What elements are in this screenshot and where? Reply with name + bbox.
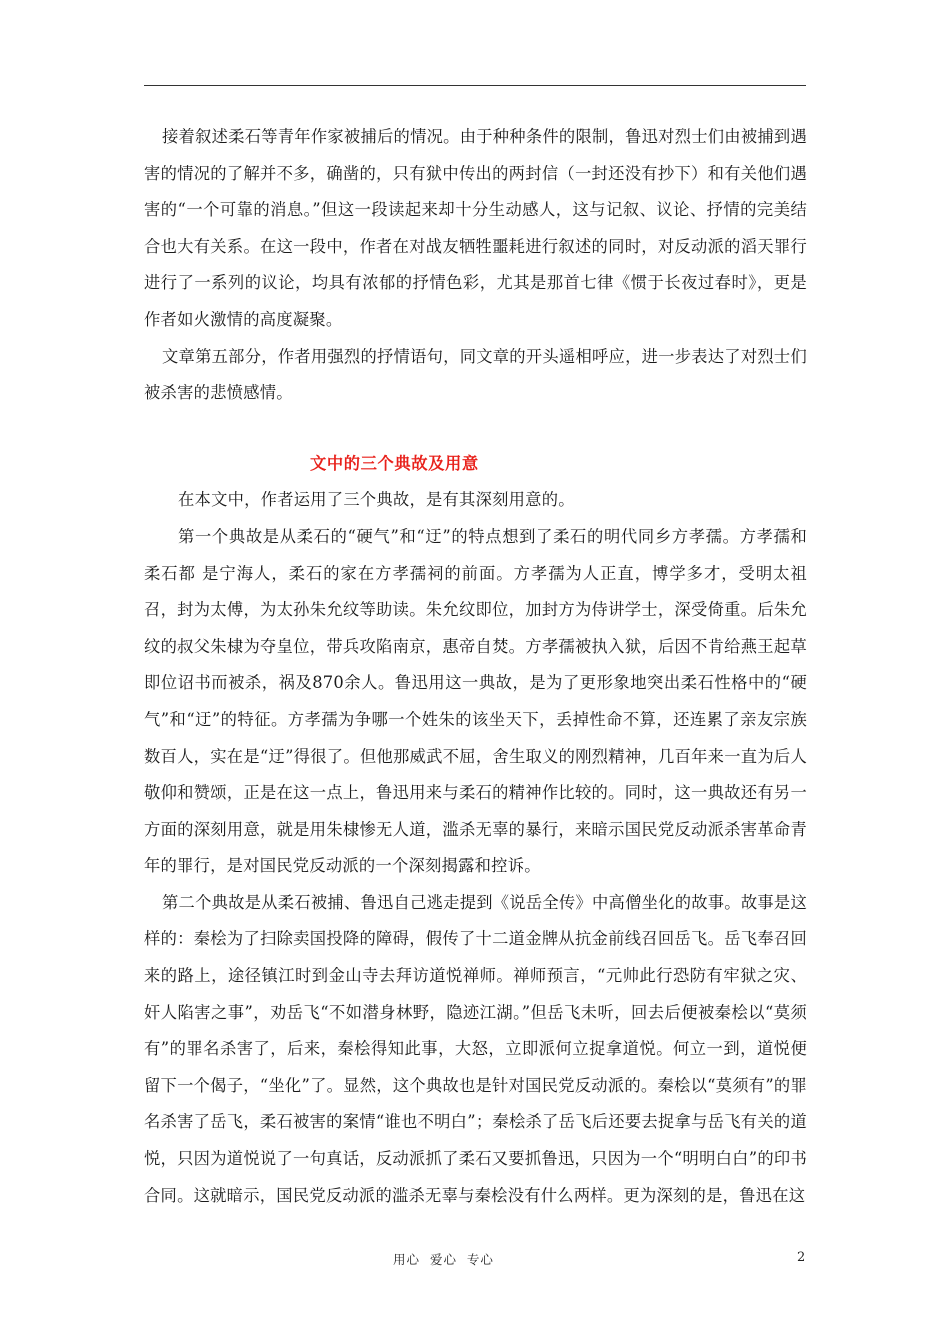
header-rule <box>144 85 806 86</box>
page-number: 2 <box>797 1250 806 1265</box>
paragraph: 第一个典故是从柔石的“硬气”和“迂”的特点想到了柔石的明代同乡方孝孺。方孝孺和柔石都 是宁海人，柔石的家在方孝孺祠的前面。方孝孺为人正直，博学多才，受明太祖召，封为太傅，为太孙朱允纹等助读。朱允纹即位，加封方为侍讲学士，深受倚重。后朱允纹的叔父朱棣为夺皇位，带兵攻陷南京，惠帝自焚。方孝孺被执入狱，后因不肯给燕王起草即位诏书而被杀，祸及870余人。鲁迅用这一典故，是为了更形象地突出柔石性格中的“硬气”和“迂”的特征。方孝孺为争哪一个姓朱的该坐天下，丢掉性命不算，还连累了亲友宗族数百人，实在是“迂”得很了。但他那威武不屈，舍生取义的刚烈精神，几百年来一直为后人敬仰和赞颂，正是在这一点上，鲁迅用来与柔石的精神作比较的。同时，这一典故还有另一方面的深刻用意，就是用朱棣惨无人道，滥杀无辜的暴行，来暗示国民党反动派杀害革命青年的罪行，是对国民党反动派的一个深刻揭露和控诉。 <box>144 526 807 876</box>
section-heading: 文中的三个典故及用意 <box>310 453 479 473</box>
document-body <box>144 119 807 1214</box>
paragraph-spacer <box>144 412 807 446</box>
paragraph: 在本文中，作者运用了三个典故，是有其深刻用意的。 <box>178 490 575 510</box>
paragraph: 接着叙述柔石等青年作家被捕后的情况。由于种种条件的限制，鲁迅对烈士们由被捕到遇害的情况的了解并不多，确凿的，只有狱中传出的两封信（一封还没有抄下）和有关他们遇害的“一个可靠的消息。”但这一段读起来却十分生动感人，这与记叙、议论、抒情的完美结合也大有关系。在这一段中，作者在对战友牺牲噩耗进行叙述的同时，对反动派的滔天罪行进行了一系列的议论，均具有浓郁的抒情色彩，尤其是那首七律《惯于长夜过春时》，更是作者如火激情的高度凝聚。 <box>144 127 807 329</box>
paragraph: 文章第五部分，作者用强烈的抒情语句，同文章的开头遥相呼应，进一步表达了对烈士们被杀害的悲愤感情。 <box>144 346 807 403</box>
paragraph: 第二个典故是从柔石被捕、鲁迅自己逃走提到《说岳全传》中高僧坐化的故事。故事是这样的：秦桧为了扫除卖国投降的障碍，假传了十二道金牌从抗金前线召回岳飞。岳飞奉召回来的路上，途径镇江时到金山寺去拜访道悦禅师。禅师预言，“元帅此行恐防有牢狱之灾、奸人陷害之事”，劝岳飞“不如潜身林野，隐迹江湖。”但岳飞未听，回去后便被秦桧以“莫须有”的罪名杀害了，后来，秦桧得知此事，大怒，立即派何立捉拿道悦。何立一到，道悦便留下一个偈子，“坐化”了。显然，这个典故也是针对国民党反动派的。秦桧以“莫须有”的罪名杀害了岳飞，柔石被害的案情“谁也不明白”；秦桧杀了岳飞后还要去捉拿与岳飞有关的道悦，只因为道悦说了一句真话，反动派抓了柔石又要抓鲁迅，只因为一个“明明白白”的印书合同。这就暗示，国民党反动派的滥杀无辜与秦桧没有什么两样。更为深刻的是，鲁迅在这 <box>144 892 807 1205</box>
footer-motto: 用心 爱心 专心 <box>393 1252 494 1267</box>
